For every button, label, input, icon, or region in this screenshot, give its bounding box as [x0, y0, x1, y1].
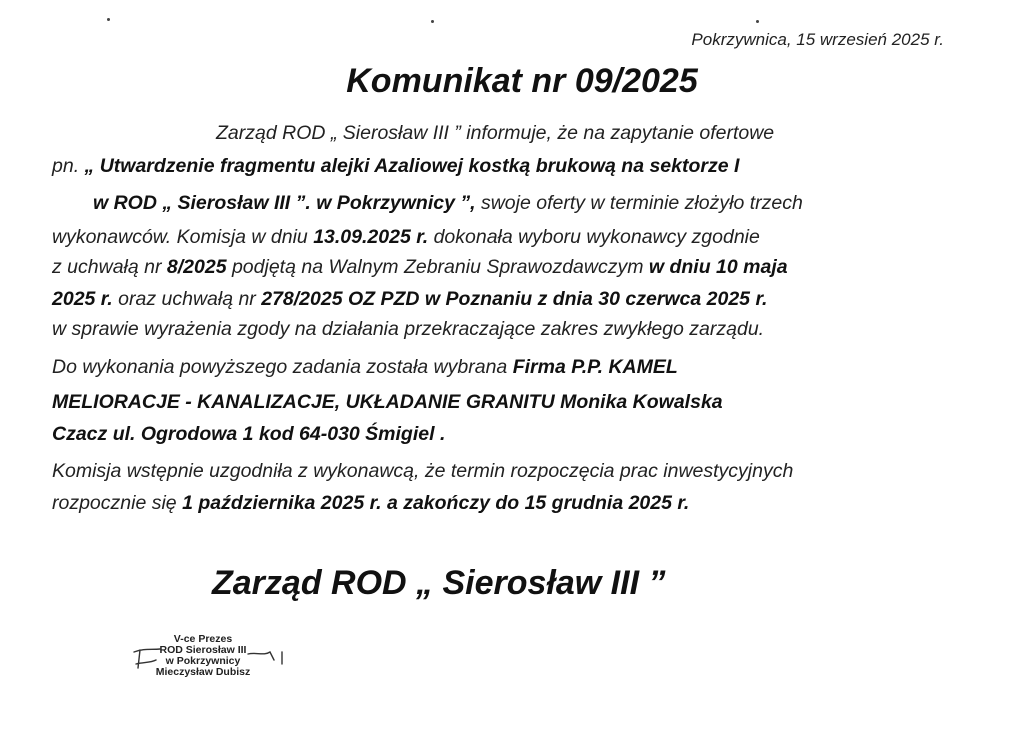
contractor-name: Firma P.P. KAMEL: [512, 356, 678, 378]
body-line-5: [52, 256, 788, 279]
body-line-2: [52, 155, 739, 178]
body-text: pn.: [52, 155, 85, 177]
commission-date: 13.09.2025 r.: [313, 226, 429, 248]
contractor-address: Czacz ul. Ogrodowa 1 kod 64-030 Śmigiel .: [52, 423, 446, 445]
work-schedule: 1 października 2025 r. a zakończy do 15 grudnia 2025 r.: [182, 492, 690, 514]
signature-title: Zarząd ROD „ Sierosław III ”: [212, 564, 666, 602]
body-text: w sprawie wyrażenia zgody na działania przekraczające zakres zwykłego zarządu.: [52, 318, 765, 340]
body-line-1: [216, 122, 774, 145]
handwritten-signature: [130, 638, 290, 674]
scan-speck: [107, 18, 110, 21]
scan-speck: [431, 20, 434, 23]
body-line-11: [52, 460, 793, 483]
task-name-cont: w ROD „ Sierosław III ”. w Pokrzywnicy ”,: [93, 192, 476, 214]
contractor-name-cont: MELIORACJE - KANALIZACJE, UKŁADANIE GRANITU Monika Kowalska: [52, 391, 723, 413]
body-text: Komisja wstępnie uzgodniła z wykonawcą, że termin rozpoczęcia prac inwestycyjnych: [52, 460, 794, 482]
body-line-3: [93, 192, 803, 215]
resolution-number: 8/2025: [166, 256, 227, 278]
meeting-date: w dniu 10 maja: [648, 256, 788, 278]
body-text: z uchwałą nr: [52, 256, 167, 278]
stamp-line: ROD Sierosław III: [159, 644, 247, 656]
task-name: „ Utwardzenie fragmentu alejki Azaliowej kostką brukową na sektorze I: [84, 155, 740, 177]
body-line-12: [52, 492, 689, 515]
pzd-resolution: 278/2025 OZ PZD w Poznaniu z dnia 30 czerwca 2025 r.: [261, 288, 768, 310]
body-line-8: [52, 356, 678, 379]
body-line-4: [52, 226, 760, 249]
stamp-line: w Pokrzywnicy: [165, 655, 241, 667]
body-text: dokonała wyboru wykonawcy zgodnie: [428, 226, 760, 248]
body-text: swoje oferty w terminie złożyło trzech: [475, 192, 803, 214]
document-date: Pokrzywnica, 15 wrzesień 2025 r.: [691, 30, 944, 49]
meeting-date-cont: 2025 r.: [52, 288, 113, 310]
stamp-line: Mieczysław Dubisz: [155, 666, 251, 678]
body-line-7: [52, 318, 764, 341]
body-line-6: [52, 288, 767, 311]
document-title: Komunikat nr 09/2025: [346, 62, 698, 100]
body-text: rozpocznie się: [52, 492, 183, 514]
body-text: podjętą na Walnym Zebraniu Sprawozdawczym: [226, 256, 649, 278]
scan-speck: [756, 20, 759, 23]
body-text: wykonawców. Komisja w dniu: [52, 226, 314, 248]
body-line-10: [52, 423, 445, 446]
body-text: oraz uchwałą nr: [112, 288, 262, 310]
body-text: Zarząd ROD „ Sierosław III ” informuje, że na zapytanie ofertowe: [216, 122, 775, 144]
body-text: Do wykonania powyższego zadania została wybrana: [52, 356, 513, 378]
stamp-line: V-ce Prezes: [173, 633, 233, 645]
body-line-9: [52, 391, 723, 414]
